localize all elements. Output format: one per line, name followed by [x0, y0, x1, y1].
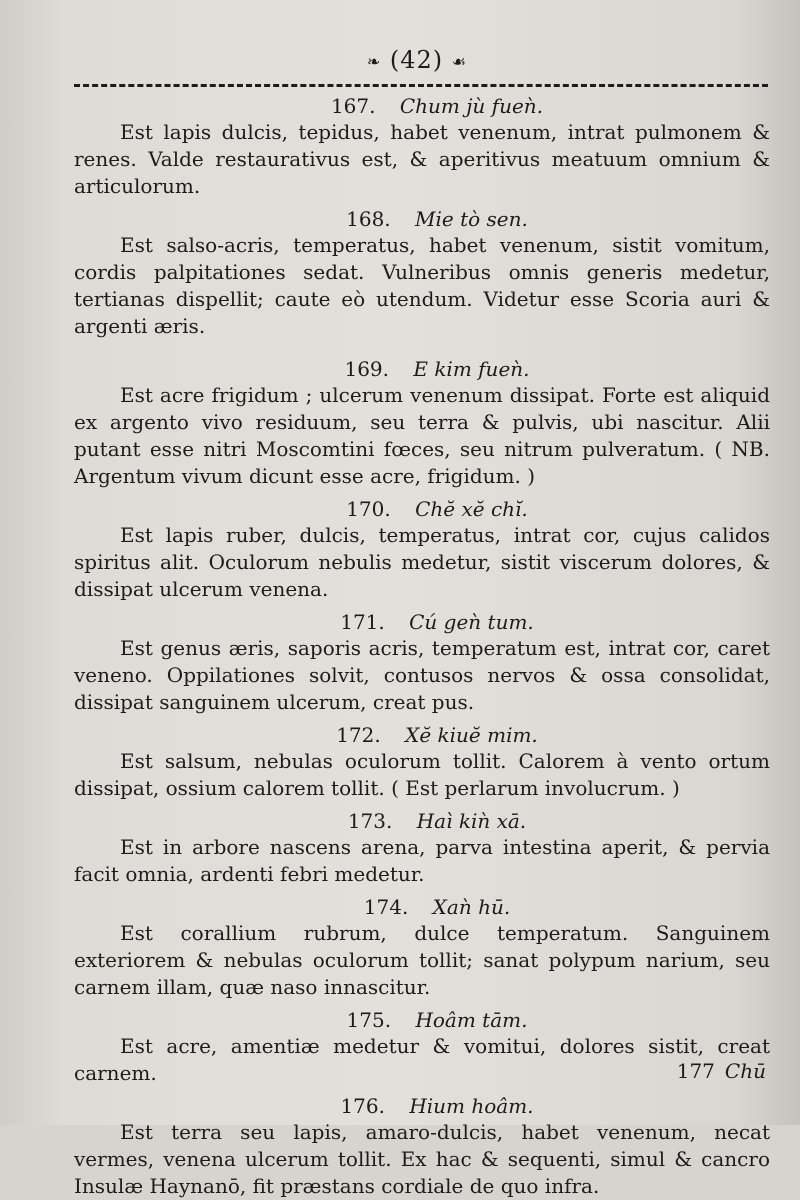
entry-text: Est lapis ruber, dulcis, temperatus, intrat cor, cujus calidos spiritus alit. Oculorum nebulis medetur, sistit viscerum dolores, & dissipat ulcerum venena.	[74, 523, 770, 601]
entry-173	[74, 808, 770, 888]
catchword	[677, 1059, 766, 1083]
entry-name: Mie tò sen.	[415, 207, 528, 231]
entry-name: Hium hoâm.	[409, 1094, 534, 1118]
entry-number: 175.	[346, 1008, 392, 1032]
entry-number: 171.	[340, 610, 385, 634]
entry-text: Est salso-acris, temperatus, habet venenum, sistit vomitum, cordis palpitationes sedat. Vulneribus omnis generis medetur, tertianas dispellit; caute eò utendum. Videtur esse Scoria auri & argenti æris.	[74, 233, 770, 338]
left-ornament-icon: ❧	[366, 52, 382, 71]
entry-text: Est lapis dulcis, tepidus, habet venenum, intrat pulmonem & renes. Valde restaurativus est, & aperitivus meatuum omnium & articulorum.	[74, 120, 770, 198]
entry-heading	[104, 894, 770, 920]
entry-heading	[104, 496, 770, 522]
catchword-number: 177	[676, 1059, 715, 1083]
entry-name: E kim fueǹ.	[413, 357, 530, 381]
entry-text: Est in arbore nascens arena, parva intestina aperit, & pervia facit omnia, ardenti febri medetur.	[74, 835, 770, 886]
entry-name: Xĕ kiuĕ mim.	[405, 723, 538, 747]
entry-text: Est acre, amentiæ medetur & vomitui, dolores sistit, creat carnem.	[74, 1034, 770, 1085]
entry-heading	[104, 1007, 770, 1033]
entry-174	[74, 894, 770, 1001]
entry-167	[74, 93, 770, 200]
entry-175	[74, 1007, 770, 1087]
entry-text: Est salsum, nebulas oculorum tollit. Calorem à vento ortum dissipat, ossium calorem tollit. ( Est perlarum involucrum. )	[74, 749, 770, 800]
catchword-name: Chū	[724, 1059, 766, 1083]
entry-number: 169.	[344, 357, 389, 381]
entry-176	[74, 1093, 770, 1200]
entry-name: Hoâm tām.	[415, 1008, 528, 1032]
entry-number: 167.	[330, 94, 376, 118]
entry-heading	[104, 722, 770, 748]
entry-heading	[104, 808, 770, 834]
entry-heading	[104, 609, 770, 635]
entry-number: 174.	[363, 895, 409, 919]
entry-171	[74, 609, 770, 716]
entry-text: Est corallium rubrum, dulce temperatum. Sanguinem exteriorem & nebulas oculorum tollit; sanat polypum narium, seu carnem illam, quæ naso innascitur.	[74, 921, 770, 999]
entry-name: Chum jù fueǹ.	[399, 94, 544, 118]
header-rule	[74, 84, 768, 87]
page-header	[64, 46, 770, 80]
entry-172	[74, 722, 770, 802]
entry-text: Est terra seu lapis, amaro-dulcis, habet venenum, necat vermes, venena ulcerum tollit. Ex hac & sequenti, simul & cancro Insulæ Haynanō, fit præstans cordiale de quo infra.	[74, 1120, 770, 1198]
entry-text: Est acre frigidum ; ulcerum venenum dissipat. Forte est aliquid ex argento vivo residuum, seu terra & pulvis, ubi nascitur. Alii putant esse nitri Moscomtini fœces, seu nitrum pulveratum. ( NB. Argentum vivum dicunt esse acre, frigidum. )	[74, 383, 770, 488]
entry-number: 170.	[346, 497, 391, 521]
entry-heading	[104, 206, 770, 232]
entry-number: 173.	[347, 809, 393, 833]
entry-name: Cú geǹ tum.	[409, 610, 534, 634]
entry-number: 176.	[340, 1094, 385, 1118]
entry-name: Xaǹ hū.	[432, 895, 511, 919]
entry-text: Est genus æris, saporis acris, temperatum est, intrat cor, caret veneno. Oppilationes solvit, contusos nervos & ossa consolidat, dissipat sanguinem ulcerum, creat pus.	[74, 636, 770, 714]
right-ornament-icon: ☙	[451, 52, 468, 71]
entries-list	[74, 93, 770, 1200]
entry-heading	[104, 356, 770, 382]
entry-heading	[104, 93, 770, 119]
entry-168	[74, 206, 770, 340]
page-number: (42)	[389, 46, 444, 74]
entry-169	[74, 356, 770, 490]
entry-number: 168.	[346, 207, 391, 231]
entry-number: 172.	[336, 723, 381, 747]
entry-name: Chĕ xĕ chĭ.	[415, 497, 528, 521]
entry-heading	[104, 1093, 770, 1119]
entry-name: Haì kiǹ xā.	[416, 809, 527, 833]
entry-170	[74, 496, 770, 603]
